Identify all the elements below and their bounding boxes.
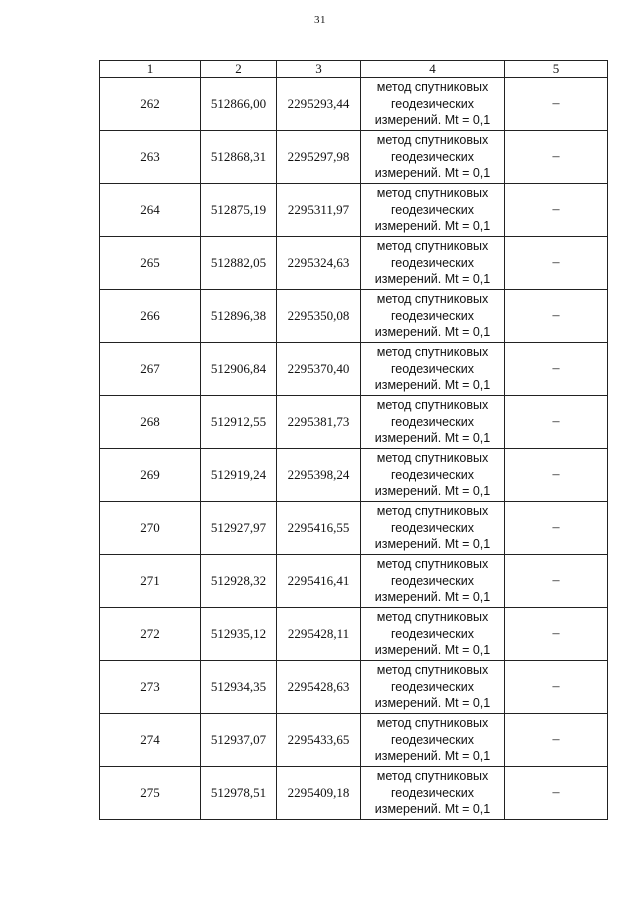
y-coordinate-cell: 2295398,24: [277, 449, 361, 502]
table-row: [100, 131, 608, 184]
method-cell: метод спутниковых геодезических измерений. Mt = 0,1: [361, 608, 505, 661]
table-row: [100, 449, 608, 502]
note-cell: –: [505, 184, 608, 237]
x-coordinate-cell: 512875,19: [201, 184, 277, 237]
table-row: [100, 714, 608, 767]
note-cell: –: [505, 290, 608, 343]
method-cell: метод спутниковых геодезических измерений. Mt = 0,1: [361, 396, 505, 449]
x-coordinate-cell: 512935,12: [201, 608, 277, 661]
y-coordinate-cell: 2295428,11: [277, 608, 361, 661]
table-row: [100, 78, 608, 131]
point-number-cell: 274: [100, 714, 201, 767]
x-coordinate-cell: 512928,32: [201, 555, 277, 608]
point-number-cell: 263: [100, 131, 201, 184]
note-cell: –: [505, 396, 608, 449]
method-cell: метод спутниковых геодезических измерений. Mt = 0,1: [361, 767, 505, 820]
y-coordinate-cell: 2295370,40: [277, 343, 361, 396]
method-cell: метод спутниковых геодезических измерений. Mt = 0,1: [361, 290, 505, 343]
note-cell: –: [505, 608, 608, 661]
page-number: 31: [314, 14, 326, 26]
y-coordinate-cell: 2295428,63: [277, 661, 361, 714]
note-cell: –: [505, 78, 608, 131]
method-cell: метод спутниковых геодезических измерений. Mt = 0,1: [361, 237, 505, 290]
x-coordinate-cell: 512866,00: [201, 78, 277, 131]
y-coordinate-cell: 2295433,65: [277, 714, 361, 767]
x-coordinate-cell: 512868,31: [201, 131, 277, 184]
method-cell: метод спутниковых геодезических измерений. Mt = 0,1: [361, 78, 505, 131]
point-number-cell: 270: [100, 502, 201, 555]
point-number-cell: 264: [100, 184, 201, 237]
point-number-cell: 271: [100, 555, 201, 608]
table-row: [100, 343, 608, 396]
coordinates-table: [99, 60, 608, 820]
method-cell: метод спутниковых геодезических измерений. Mt = 0,1: [361, 661, 505, 714]
method-cell: метод спутниковых геодезических измерений. Mt = 0,1: [361, 502, 505, 555]
method-cell: метод спутниковых геодезических измерений. Mt = 0,1: [361, 343, 505, 396]
y-coordinate-cell: 2295324,63: [277, 237, 361, 290]
table-row: [100, 661, 608, 714]
note-cell: –: [505, 131, 608, 184]
x-coordinate-cell: 512937,07: [201, 714, 277, 767]
table-row: [100, 237, 608, 290]
point-number-cell: 267: [100, 343, 201, 396]
x-coordinate-cell: 512927,97: [201, 502, 277, 555]
method-cell: метод спутниковых геодезических измерений. Mt = 0,1: [361, 714, 505, 767]
point-number-cell: 269: [100, 449, 201, 502]
method-cell: метод спутниковых геодезических измерений. Mt = 0,1: [361, 184, 505, 237]
note-cell: –: [505, 502, 608, 555]
header-col-5: 5: [505, 61, 608, 78]
table-row: [100, 290, 608, 343]
table-row: [100, 396, 608, 449]
y-coordinate-cell: 2295350,08: [277, 290, 361, 343]
note-cell: –: [505, 767, 608, 820]
table-row: [100, 184, 608, 237]
y-coordinate-cell: 2295311,97: [277, 184, 361, 237]
x-coordinate-cell: 512934,35: [201, 661, 277, 714]
point-number-cell: 268: [100, 396, 201, 449]
note-cell: –: [505, 237, 608, 290]
note-cell: –: [505, 555, 608, 608]
point-number-cell: 265: [100, 237, 201, 290]
point-number-cell: 262: [100, 78, 201, 131]
point-number-cell: 273: [100, 661, 201, 714]
header-col-3: 3: [277, 61, 361, 78]
table-row: [100, 502, 608, 555]
x-coordinate-cell: 512912,55: [201, 396, 277, 449]
y-coordinate-cell: 2295416,41: [277, 555, 361, 608]
table-body: [100, 78, 608, 820]
note-cell: –: [505, 343, 608, 396]
y-coordinate-cell: 2295297,98: [277, 131, 361, 184]
point-number-cell: 275: [100, 767, 201, 820]
x-coordinate-cell: 512978,51: [201, 767, 277, 820]
y-coordinate-cell: 2295416,55: [277, 502, 361, 555]
table-row: [100, 608, 608, 661]
y-coordinate-cell: 2295381,73: [277, 396, 361, 449]
method-cell: метод спутниковых геодезических измерений. Mt = 0,1: [361, 449, 505, 502]
x-coordinate-cell: 512919,24: [201, 449, 277, 502]
x-coordinate-cell: 512906,84: [201, 343, 277, 396]
method-cell: метод спутниковых геодезических измерений. Mt = 0,1: [361, 555, 505, 608]
note-cell: –: [505, 714, 608, 767]
method-cell: метод спутниковых геодезических измерений. Mt = 0,1: [361, 131, 505, 184]
note-cell: –: [505, 661, 608, 714]
x-coordinate-cell: 512896,38: [201, 290, 277, 343]
table-row: [100, 767, 608, 820]
header-col-4: 4: [361, 61, 505, 78]
x-coordinate-cell: 512882,05: [201, 237, 277, 290]
y-coordinate-cell: 2295293,44: [277, 78, 361, 131]
table-row: [100, 555, 608, 608]
note-cell: –: [505, 449, 608, 502]
header-col-1: 1: [100, 61, 201, 78]
table-header-row: [100, 61, 608, 78]
header-col-2: 2: [201, 61, 277, 78]
y-coordinate-cell: 2295409,18: [277, 767, 361, 820]
point-number-cell: 266: [100, 290, 201, 343]
point-number-cell: 272: [100, 608, 201, 661]
